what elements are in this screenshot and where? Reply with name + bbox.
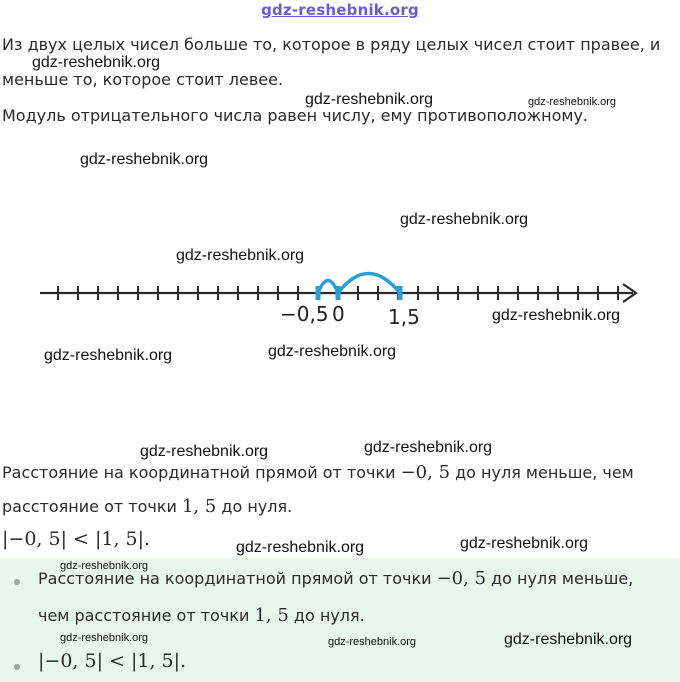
bullet-icon [14, 579, 20, 585]
rule2: Модуль отрицательного числа равен числу, ему противоположному. [2, 106, 589, 125]
answer-block [0, 558, 680, 682]
watermark: gdz-reshebnik.org [305, 91, 434, 108]
watermark: gdz-reshebnik.org [364, 439, 493, 456]
watermark: gdz-reshebnik.org [60, 560, 149, 572]
explanation-line1: Расстояние на координатной прямой от точки −0, 5 до нуля меньше, чем [2, 462, 634, 483]
watermark: gdz-reshebnik.org [504, 631, 633, 648]
watermark: gdz-reshebnik.org [32, 54, 161, 71]
watermark: gdz-reshebnik.org [268, 343, 397, 360]
answer-item1-line2: чем расстояние от точки 1, 5 до нуля. [38, 605, 365, 626]
watermark: gdz-reshebnik.org [44, 347, 173, 364]
arc-neg05-to-zero [318, 281, 338, 294]
inequality: |−0, 5| < |1, 5|. [2, 528, 151, 550]
label-neg05: −0,5 [280, 302, 329, 326]
watermark: gdz-reshebnik.org [140, 443, 269, 460]
bullet-icon [14, 664, 20, 670]
watermark: gdz-reshebnik.org [176, 247, 305, 264]
watermark: gdz-reshebnik.org [528, 96, 617, 108]
rule1-line1: Из двух целых чисел больше то, которое в ряду целых чисел стоит правее, и [2, 35, 661, 54]
watermark: gdz-reshebnik.org [236, 539, 365, 556]
watermark: gdz-reshebnik.org [60, 632, 149, 644]
answer-item1-line1: Расстояние на координатной прямой от точки −0, 5 до нуля меньше, [38, 568, 634, 589]
watermark: gdz-reshebnik.org [328, 636, 417, 648]
label-zero: 0 [332, 302, 345, 326]
explanation-line2: расстояние от точки 1, 5 до нуля. [2, 496, 293, 517]
rule1-line2: меньше то, которое стоит левее. [2, 70, 284, 89]
label-15: 1,5 [388, 305, 420, 329]
header-watermark-link[interactable]: gdz-reshebnik.org [261, 1, 419, 19]
arc-zero-to-15 [338, 274, 400, 294]
watermark: gdz-reshebnik.org [492, 307, 621, 324]
answer-item2: |−0, 5| < |1, 5|. [38, 650, 187, 672]
watermark: gdz-reshebnik.org [460, 535, 589, 552]
watermark: gdz-reshebnik.org [80, 151, 209, 168]
watermark: gdz-reshebnik.org [400, 211, 529, 228]
